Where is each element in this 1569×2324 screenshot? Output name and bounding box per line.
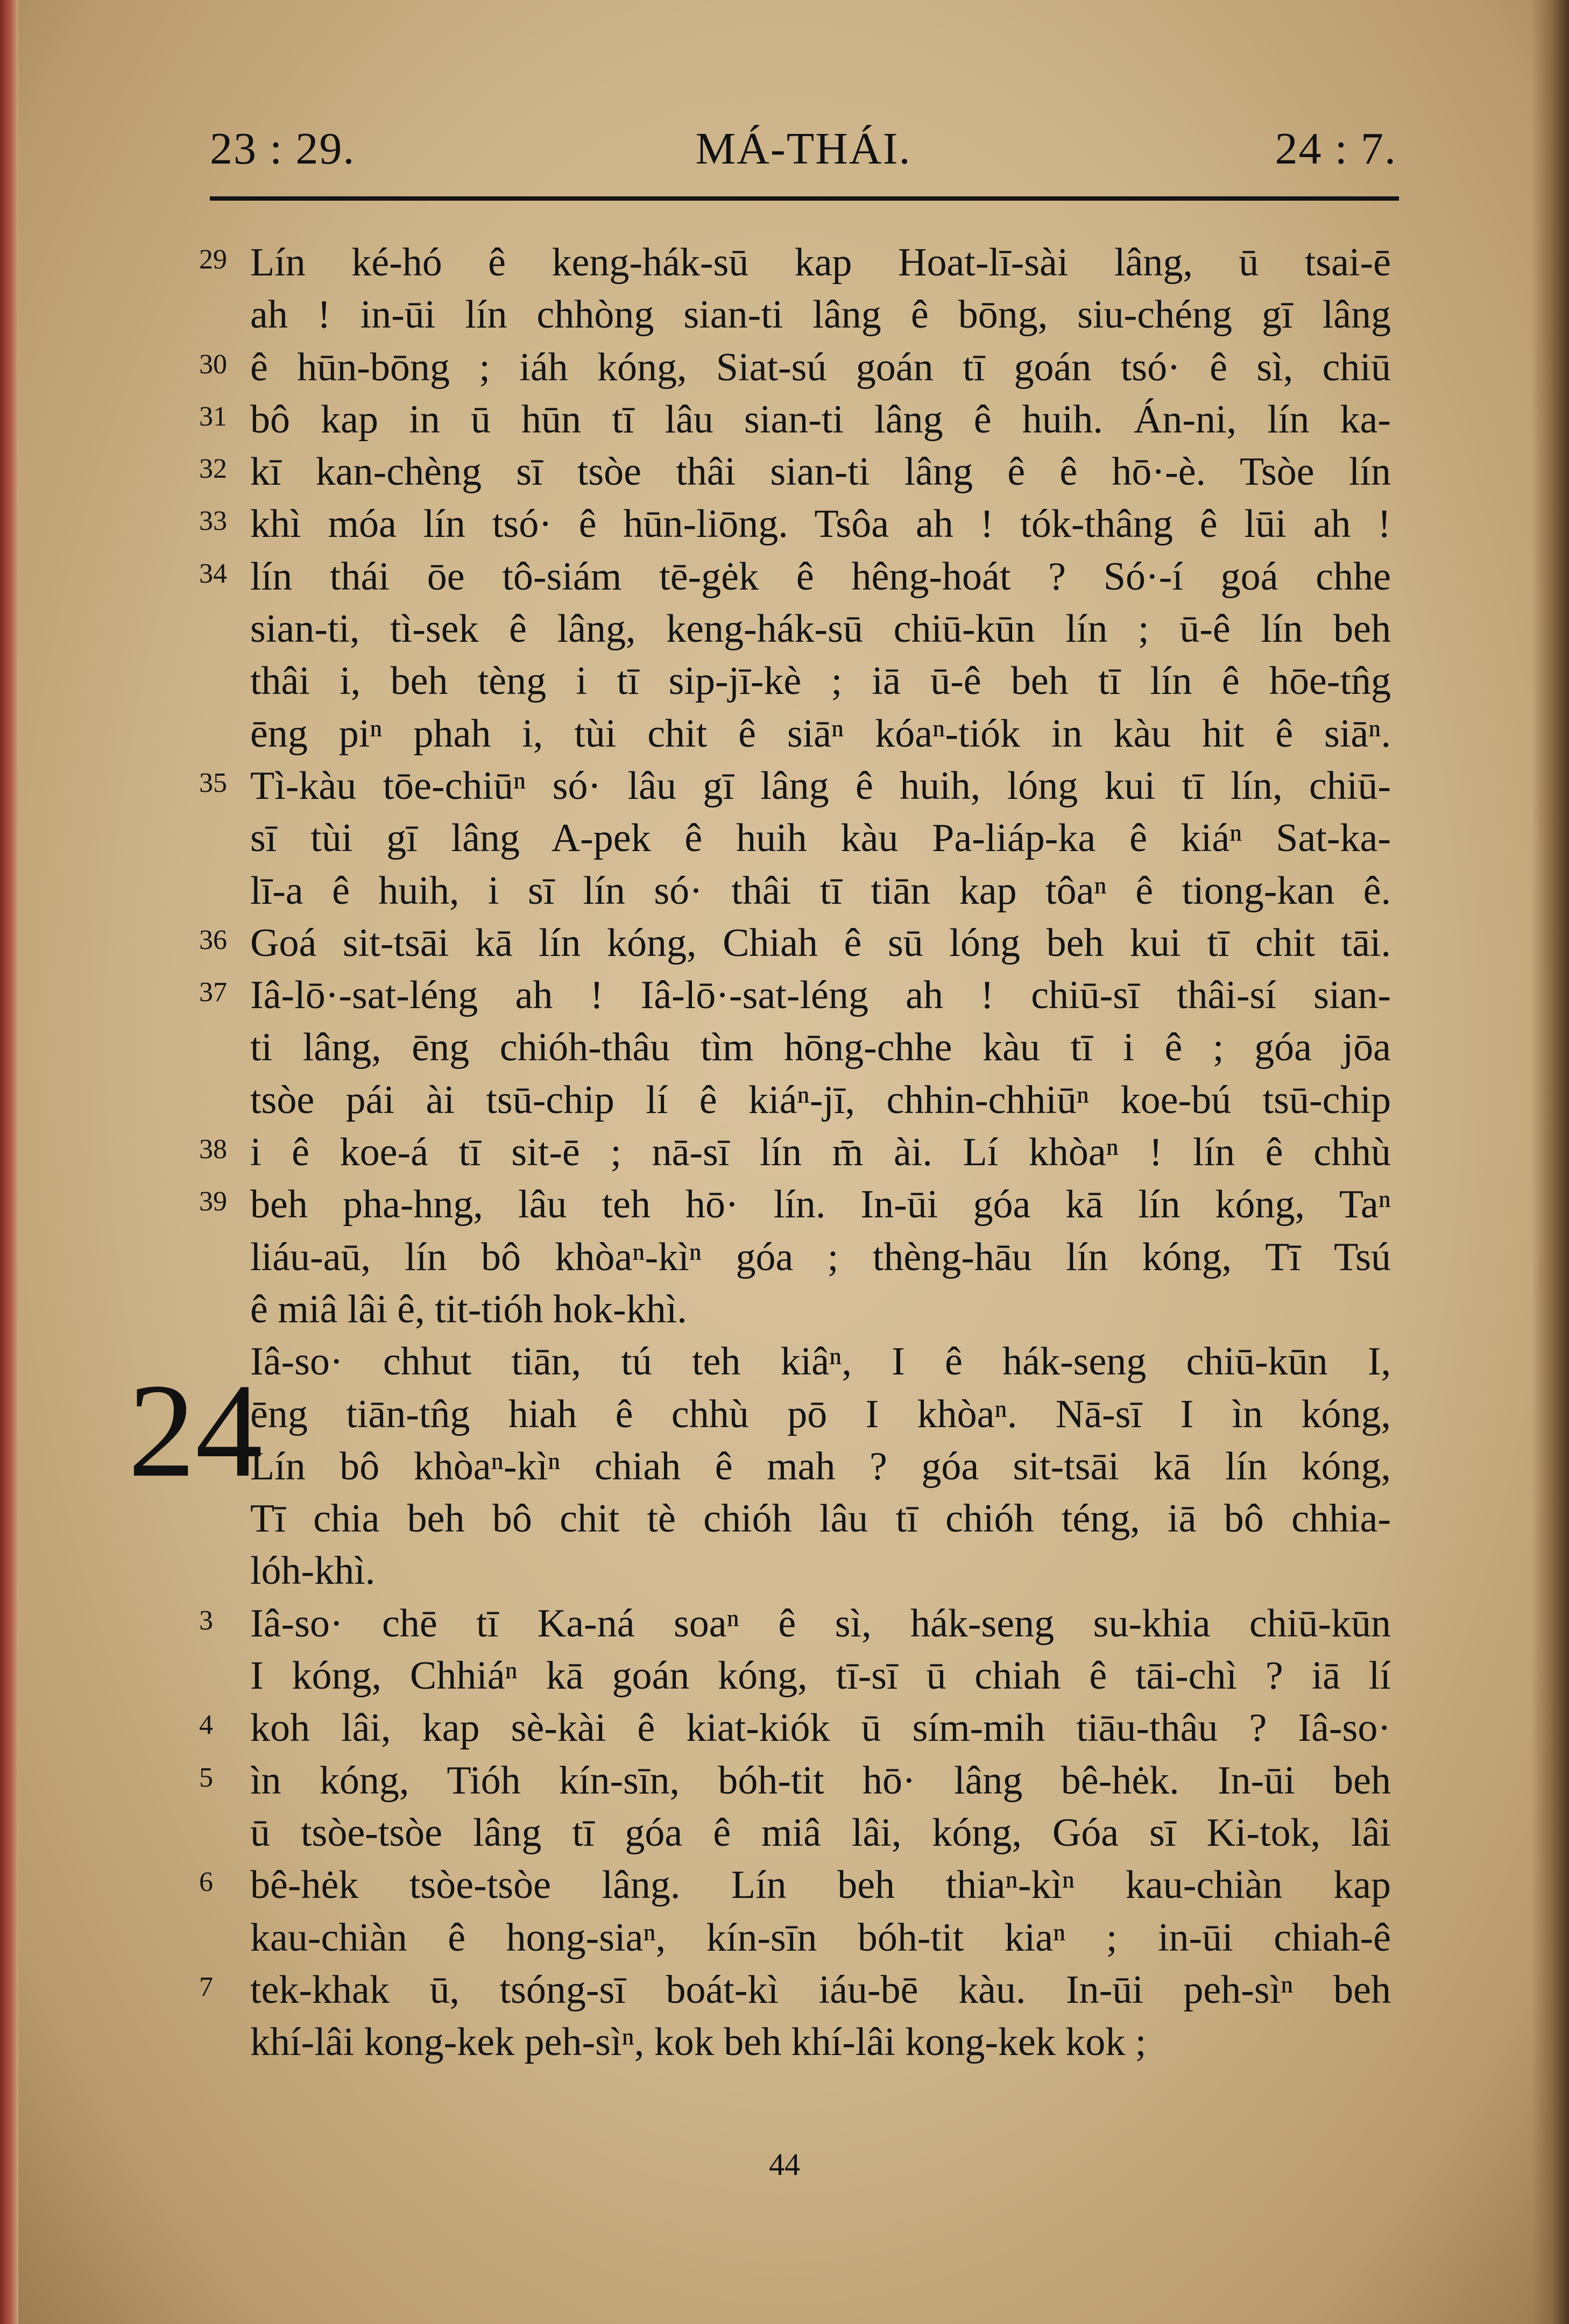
text-line — [199, 1755, 1391, 1807]
line-text: kau-chiàn ê hong-siaⁿ, kín-sīn bóh-tit kiaⁿ ; in-ūi chiah-ê — [250, 1915, 1391, 1960]
text-line — [250, 865, 1391, 917]
text-line — [199, 969, 1391, 1022]
header-rule — [210, 196, 1399, 201]
text-line — [199, 1179, 1391, 1231]
text-line — [250, 812, 1391, 865]
text-line — [199, 760, 1391, 812]
line-text: Goá sit-tsāi kā lín kóng, Chiah ê sū lóng beh kui tī chit tāi. — [250, 920, 1391, 965]
verse-number: 31 — [199, 401, 227, 432]
verse-number: 34 — [199, 558, 227, 589]
line-text: lī-a ê huih, i sī lín só· thâi tī tiān kap tôaⁿ ê tiong-kan ê. — [250, 868, 1391, 913]
text-line — [250, 1912, 1391, 1964]
scripture-text — [199, 237, 1391, 2068]
text-line — [199, 551, 1391, 603]
text-line — [250, 708, 1391, 760]
text-line — [199, 1598, 1391, 1650]
line-text: ê miâ lâi ê, tit-tióh hok-khì. — [250, 1287, 687, 1331]
text-line — [250, 655, 1391, 707]
line-text: beh pha-hng, lâu teh hō· lín. In-ūi góa kā lín kóng, Taⁿ — [250, 1182, 1391, 1227]
line-text: Lín bô khòaⁿ-kìⁿ chiah ê mah ? góa sit-tsāi kā lín kóng, — [250, 1444, 1391, 1489]
line-text: Tī chia beh bô chit tè chióh lâu tī chióh téng, iā bô chhia- — [250, 1497, 1391, 1541]
text-line — [250, 1388, 1391, 1441]
text-line — [250, 1074, 1391, 1126]
verse-number: 39 — [199, 1186, 227, 1217]
text-line — [199, 1702, 1391, 1754]
page-edge-right — [1531, 0, 1569, 2324]
verse-number: 36 — [199, 924, 227, 955]
verse-number: 5 — [199, 1762, 213, 1793]
line-text: tek-khak ū, tsóng-sī boát-kì iáu-bē kàu. In-ūi peh-sìⁿ beh — [250, 1967, 1391, 2012]
line-text: tsòe pái ài tsū-chip lí ê kiáⁿ-jī, chhin-chhiūⁿ koe-bú tsū-chip — [250, 1078, 1391, 1122]
text-line — [250, 1807, 1391, 1859]
text-line — [250, 1441, 1391, 1493]
verse-number: 37 — [199, 977, 227, 1008]
line-text: ìn kóng, Tióh kín-sīn, bóh-tit hō· lâng bê-hėk. In-ūi beh — [250, 1758, 1391, 1803]
line-text: liáu-aū, lín bô khòaⁿ-kìⁿ góa ; thèng-hāu lín kóng, Tī Tsú — [250, 1235, 1391, 1279]
line-text: ēng tiān-tn̂g hiah ê chhù pō I khòaⁿ. Nā-sī I ìn kóng, — [250, 1392, 1391, 1436]
text-line — [250, 1336, 1391, 1388]
line-text: bê-hėk tsòe-tsòe lâng. Lín beh thiaⁿ-kìⁿ kau-chiàn kap — [250, 1863, 1391, 1908]
line-text: lín thái ōe tô-siám tē-gėk ê hêng-hoát ? Só·-í goá chhe — [250, 554, 1391, 599]
page-edge-left — [0, 0, 18, 2324]
verse-number: 35 — [199, 767, 227, 798]
text-line — [250, 1493, 1391, 1545]
text-line — [250, 603, 1391, 655]
line-text: Iâ-so· chhut tiān, tú teh kiâⁿ, I ê hák-seng chiū-kūn I, — [250, 1340, 1391, 1384]
verse-number: 3 — [199, 1605, 213, 1636]
page-number: 44 — [769, 2147, 800, 2182]
line-text: khí-lâi kong-kek peh-sìⁿ, kok beh khí-lâi kong-kek kok ; — [250, 2020, 1147, 2065]
running-head — [210, 123, 1397, 187]
text-line — [199, 1964, 1391, 2016]
line-text: thâi i, beh tèng i tī sip-jī-kè ; iā ū-ê beh tī lín ê hōe-tn̂g — [250, 659, 1391, 704]
chapter-number: 24 — [128, 1356, 263, 1505]
verse-number: 6 — [199, 1867, 213, 1898]
text-line — [250, 1650, 1391, 1702]
line-text: ê hūn-bōng ; iáh kóng, Siat-sú goán tī goán tsó· ê sì, chiū — [250, 345, 1391, 389]
verse-number: 30 — [199, 349, 227, 380]
header-left-reference: 23 : 29. — [210, 124, 356, 174]
line-text: lóh-khì. — [250, 1549, 376, 1593]
text-line — [199, 1126, 1391, 1179]
line-text: i ê koe-á tī sit-ē ; nā-sī lín m̄ ài. Lí khòaⁿ ! lín ê chhù — [250, 1130, 1391, 1175]
line-text: Iâ-lō·-sat-léng ah ! Iâ-lō·-sat-léng ah ! chiū-sī thâi-sí sian- — [250, 973, 1391, 1018]
text-line — [250, 1284, 1391, 1336]
verse-number: 7 — [199, 1971, 213, 2002]
text-line — [199, 1859, 1391, 1911]
line-text: sī tùi gī lâng A-pek ê huih kàu Pa-liáp-ka ê kiáⁿ Sat-ka- — [250, 816, 1391, 861]
text-line — [199, 498, 1391, 550]
line-text: Tì-kàu tōe-chiūⁿ só· lâu gī lâng ê huih, lóng kui tī lín, chiū- — [250, 763, 1391, 808]
verse-number: 33 — [199, 506, 227, 537]
line-text: sian-ti, tì-sek ê lâng, keng-hák-sū chiū-kūn lín ; ū-ê lín beh — [250, 607, 1391, 651]
text-line — [199, 342, 1391, 394]
header-book-title: MÁ-THÁI. — [695, 124, 911, 174]
verse-number: 32 — [199, 454, 227, 485]
text-line — [199, 446, 1391, 498]
header-right-reference: 24 : 7. — [1275, 124, 1397, 174]
line-text: kī kan-chèng sī tsòe thâi sian-ti lâng ê ê hō·-è. Tsòe lín — [250, 450, 1391, 494]
verse-number: 4 — [199, 1710, 213, 1741]
text-line — [250, 1022, 1391, 1074]
line-text: ti lâng, ēng chióh-thâu tìm hōng-chhe kàu tī i ê ; góa jōa — [250, 1025, 1391, 1070]
text-line — [250, 289, 1391, 341]
text-line — [250, 2016, 1391, 2068]
line-text: ēng piⁿ phah i, tùi chit ê siāⁿ kóaⁿ-tiók in kàu hit ê siāⁿ. — [250, 711, 1391, 756]
verse-number: 29 — [199, 244, 227, 275]
line-text: ū tsòe-tsòe lâng tī góa ê miâ lâi, kóng, Góa sī Ki-tok, lâi — [250, 1810, 1391, 1855]
line-text: I kóng, Chhiáⁿ kā goán kóng, tī-sī ū chiah ê tāi-chì ? iā lí — [250, 1654, 1391, 1698]
text-line — [250, 1231, 1391, 1284]
text-line — [199, 917, 1391, 969]
line-text: ah ! in-ūi lín chhòng sian-ti lâng ê bōng, siu-chéng gī lâng — [250, 293, 1391, 337]
line-text: khì móa lín tsó· ê hūn-liōng. Tsôa ah ! tók-thâng ê lūi ah ! — [250, 502, 1391, 547]
line-text: koh lâi, kap sè-kài ê kiat-kiók ū sím-mih tiāu-thâu ? Iâ-so· — [250, 1706, 1391, 1751]
line-text: Iâ-so· chē tī Ka-ná soaⁿ ê sì, hák-seng su-khia chiū-kūn — [250, 1601, 1391, 1646]
line-text: Lín ké-hó ê keng-hák-sū kap Hoat-lī-sài lâng, ū tsai-ē — [250, 240, 1391, 285]
text-line — [199, 237, 1391, 289]
verse-number: 38 — [199, 1134, 227, 1165]
text-line — [199, 394, 1391, 446]
text-line — [250, 1545, 1391, 1597]
line-text: bô kap in ū hūn tī lâu sian-ti lâng ê huih. Án-ni, lín ka- — [250, 397, 1391, 442]
